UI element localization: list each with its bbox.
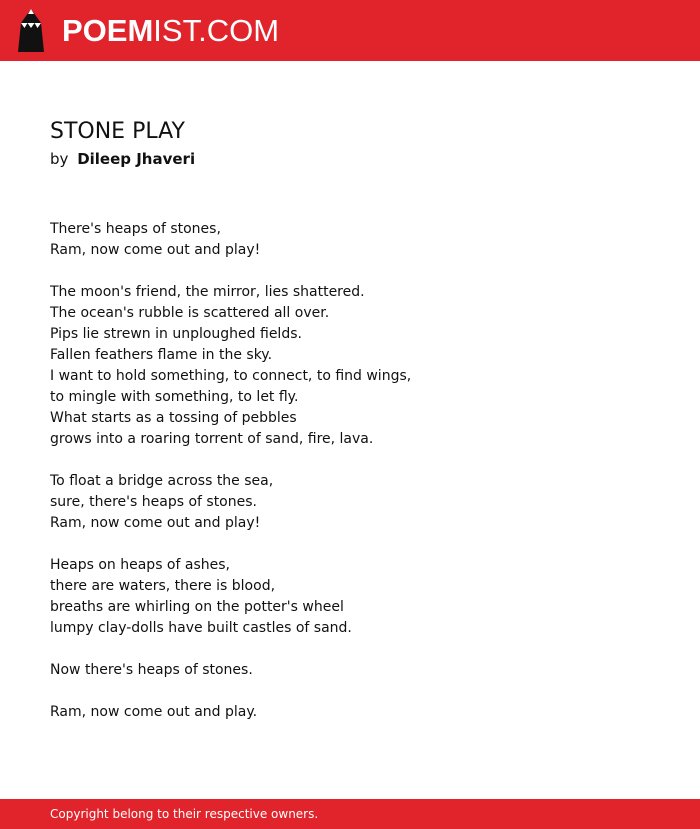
poem-line: there are waters, there is blood, bbox=[50, 578, 276, 594]
logo-text-light: IST.COM bbox=[153, 13, 280, 48]
poem-line: grows into a roaring torrent of sand, fire, lava. bbox=[50, 431, 374, 447]
poem-line: What starts as a tossing of pebbles bbox=[50, 410, 297, 426]
poem-line: Ram, now come out and play! bbox=[50, 242, 261, 258]
poem-line: The moon's friend, the mirror, lies shattered. bbox=[50, 284, 365, 300]
poem-line: Ram, now come out and play! bbox=[50, 515, 261, 531]
byline-label: by bbox=[50, 150, 69, 168]
poem-stanza bbox=[50, 555, 670, 639]
site-header bbox=[0, 0, 700, 61]
poem-line: Fallen feathers flame in the sky. bbox=[50, 347, 273, 363]
poem-stanza bbox=[50, 660, 670, 681]
site-footer bbox=[0, 799, 700, 829]
poem-body bbox=[50, 219, 670, 744]
poem-stanza bbox=[50, 702, 670, 723]
pencil-logo-icon bbox=[17, 9, 45, 52]
poem-title: STONE PLAY bbox=[50, 119, 185, 144]
poem-line: I want to hold something, to connect, to find wings, bbox=[50, 368, 412, 384]
poem-line: The ocean's rubble is scattered all over. bbox=[50, 305, 330, 321]
poem-stanza bbox=[50, 282, 670, 450]
author-name: Dileep Jhaveri bbox=[77, 150, 196, 168]
poem-line: to mingle with something, to let fly. bbox=[50, 389, 299, 405]
site-logo[interactable] bbox=[62, 13, 279, 49]
poem-line: Heaps on heaps of ashes, bbox=[50, 557, 230, 573]
poem-line: To float a bridge across the sea, bbox=[50, 473, 274, 489]
poem-line: lumpy clay-dolls have built castles of sand. bbox=[50, 620, 352, 636]
poem-line: sure, there's heaps of stones. bbox=[50, 494, 257, 510]
poem-byline bbox=[50, 149, 195, 169]
poem-stanza bbox=[50, 471, 670, 534]
poem-line: Pips lie strewn in unploughed fields. bbox=[50, 326, 302, 342]
copyright-notice: Copyright belong to their respective owners. bbox=[50, 807, 319, 821]
poem-line: Now there's heaps of stones. bbox=[50, 662, 253, 678]
poem-stanza bbox=[50, 219, 670, 261]
logo-text-bold: POEM bbox=[62, 13, 154, 48]
poem-line: There's heaps of stones, bbox=[50, 221, 221, 237]
poem-line: Ram, now come out and play. bbox=[50, 704, 258, 720]
poem-line: breaths are whirling on the potter's wheel bbox=[50, 599, 344, 615]
